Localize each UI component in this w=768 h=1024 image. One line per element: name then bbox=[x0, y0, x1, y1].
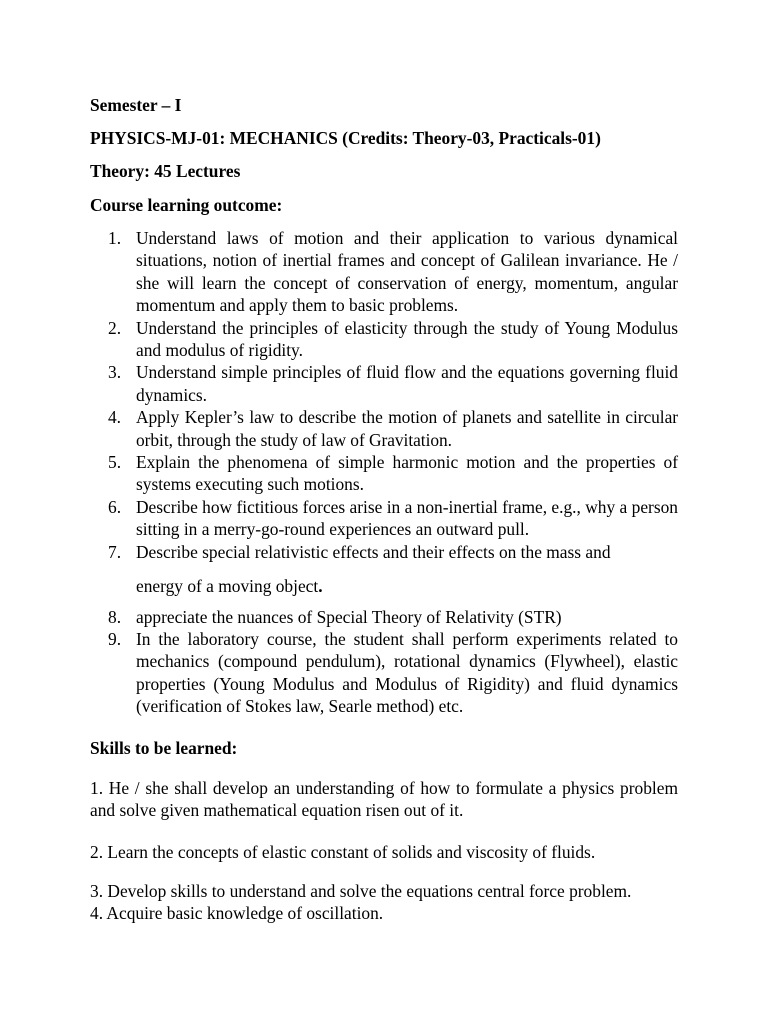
outcome-number: 9. bbox=[108, 628, 122, 649]
outcome-item-7 bbox=[90, 541, 678, 598]
outcome-text-line-1: Describe special relativistic effects and their effects on the mass and bbox=[136, 541, 611, 562]
outcome-number: 4. bbox=[108, 407, 121, 428]
outcome-number: 6. bbox=[108, 496, 122, 517]
outcome-item-5 bbox=[90, 451, 678, 496]
skills-heading: Skills to be learned: bbox=[90, 738, 238, 758]
outcome-item-3 bbox=[90, 361, 678, 406]
outcome-number: 7. bbox=[108, 541, 122, 562]
outcome-text: Understand laws of motion and their application to various dynamical situations, notion of inertial frames and concept of Galilean invariance. He / she will learn the concept of conservation of energy, momentum, angular momentum and apply them to basic problems. bbox=[136, 228, 678, 316]
semester-heading: Semester – I bbox=[90, 95, 182, 115]
outcome-item-6 bbox=[90, 496, 678, 541]
outcome-text-line-2-body: energy of a moving object bbox=[136, 576, 319, 597]
outcome-heading: Course learning outcome: bbox=[90, 195, 283, 215]
course-title: PHYSICS-MJ-01: MECHANICS (Credits: Theory-03, Practicals-01) bbox=[90, 128, 601, 148]
theory-lectures: Theory: 45 Lectures bbox=[90, 161, 241, 181]
outcome-text: Explain the phenomena of simple harmonic motion and the properties of systems executing such motions. bbox=[136, 452, 678, 495]
outcome-number: 3. bbox=[108, 362, 122, 383]
outcome-text-line-2-end: . bbox=[318, 576, 323, 597]
outcome-text: Understand the principles of elasticity through the study of Young Modulus and modulus of rigidity. bbox=[136, 317, 678, 361]
outcome-item-1 bbox=[90, 227, 678, 317]
outcome-text: Understand simple principles of fluid flow and the equations governing fluid dynamics. bbox=[136, 362, 678, 405]
outcome-item-8 bbox=[90, 606, 678, 628]
outcome-item-9 bbox=[90, 628, 678, 718]
outcome-number: 8. bbox=[108, 606, 122, 627]
outcome-number: 5. bbox=[108, 452, 122, 473]
outcome-list bbox=[90, 227, 678, 718]
outcome-text: Apply Kepler’s law to describe the motion of planets and satellite in circular orbit, through the study of law of Gravitation. bbox=[136, 407, 678, 450]
skill-item-1: 1. He / she shall develop an understanding of how to formulate a physics problem and solve given mathematical equation risen out of it. bbox=[90, 778, 678, 821]
skill-item-4: 4. Acquire basic knowledge of oscillation. bbox=[90, 903, 384, 923]
skill-item-3: 3. Develop skills to understand and solve the equations central force problem. bbox=[90, 881, 632, 901]
outcome-number: 2. bbox=[108, 317, 122, 338]
outcome-item-2 bbox=[90, 317, 678, 362]
outcome-text: Describe how fictitious forces arise in a non-inertial frame, e.g., why a person sitting in a merry-go-round experiences an outward pull. bbox=[136, 496, 678, 540]
outcome-number: 1. bbox=[108, 228, 122, 248]
outcome-text: appreciate the nuances of Special Theory of Relativity (STR) bbox=[136, 606, 562, 627]
outcome-text: In the laboratory course, the student shall perform experiments related to mechanics (compound pendulum), rotational dynamics (Flywheel), elastic properties (Young Modulus and Modulus of Rigidity) and fluid dynamics (verification of Stokes law, Searle method) etc. bbox=[136, 628, 678, 717]
skill-item-2: 2. Learn the concepts of elastic constant of solids and viscosity of fluids. bbox=[90, 842, 596, 862]
outcome-text-line-2 bbox=[136, 575, 678, 597]
outcome-item-4 bbox=[90, 406, 678, 451]
